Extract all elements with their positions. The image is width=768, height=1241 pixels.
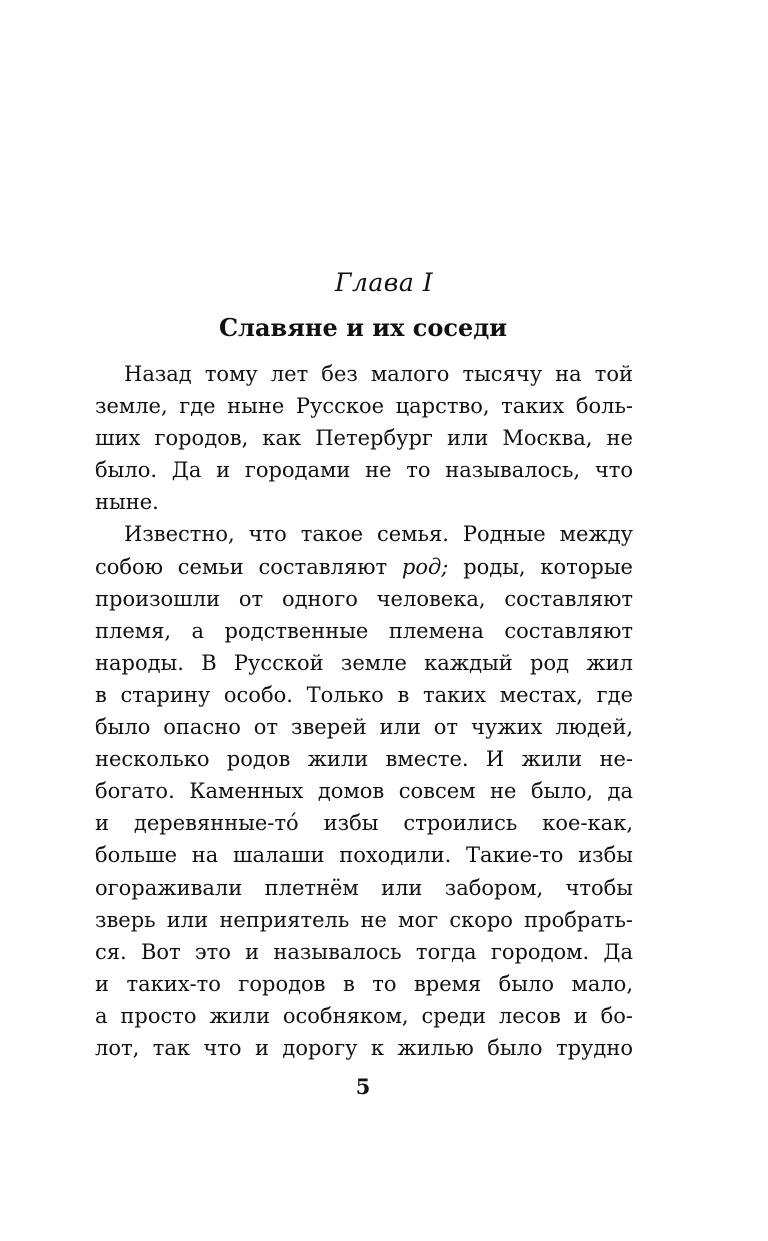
body-text: [95, 358, 633, 1064]
chapter-title: Славяне и их соседи: [218, 313, 508, 342]
text-segment: роды, которые: [463, 554, 633, 579]
emphasized-term: род;: [401, 554, 449, 579]
text-line: больше на шалаши походили. Такие-то избы: [95, 843, 633, 868]
text-line: зверь или неприятель не мог скоро пробрать-: [95, 907, 633, 932]
text-line: ся. Вот это и называлось тогда городом. Да: [95, 939, 633, 964]
page-number: 5: [355, 1074, 371, 1099]
text-line: в старину особо. Только в таких местах, где: [95, 682, 633, 707]
text-line: ныне.: [95, 490, 159, 515]
text-line: ших городов, как Петербург или Москва, не: [95, 426, 633, 451]
text-line: Известно, что такое семья. Родные между: [124, 522, 633, 547]
text-line: богато. Каменных домов совсем не было, да: [95, 779, 633, 804]
text-line: огораживали плетнём или забором, чтобы: [95, 875, 633, 900]
paragraph-2: [95, 518, 633, 1064]
text-line: и деревянные-то́ избы строились кое-как,: [95, 811, 633, 836]
paragraph-1: [95, 358, 633, 518]
text-line: народы. В Русской земле каждый род жил: [95, 650, 633, 675]
text-line: а просто жили особняком, среди лесов и бо-: [95, 1003, 633, 1028]
text-line: и таких-то городов в то время было мало,: [95, 971, 633, 996]
text-line: племя, а родственные племена составляют: [95, 618, 633, 643]
text-segment: собою семьи составляют: [95, 554, 388, 579]
text-line: произошли от одного человека, составляют: [95, 586, 633, 611]
chapter-label: Глава I: [334, 268, 434, 297]
text-line: было опасно от зверей или от чужих людей,: [95, 715, 633, 740]
text-line: земле, где ныне Русское царство, таких боль-: [95, 394, 633, 419]
text-line: несколько родов жили вместе. И жили не-: [95, 747, 633, 772]
text-line: лот, так что и дорогу к жилью было трудно: [95, 1035, 633, 1060]
text-line: [95, 551, 633, 583]
text-line: было. Да и городами не то называлось, что: [95, 458, 633, 483]
text-line: Назад тому лет без малого тысячу на той: [124, 362, 633, 386]
